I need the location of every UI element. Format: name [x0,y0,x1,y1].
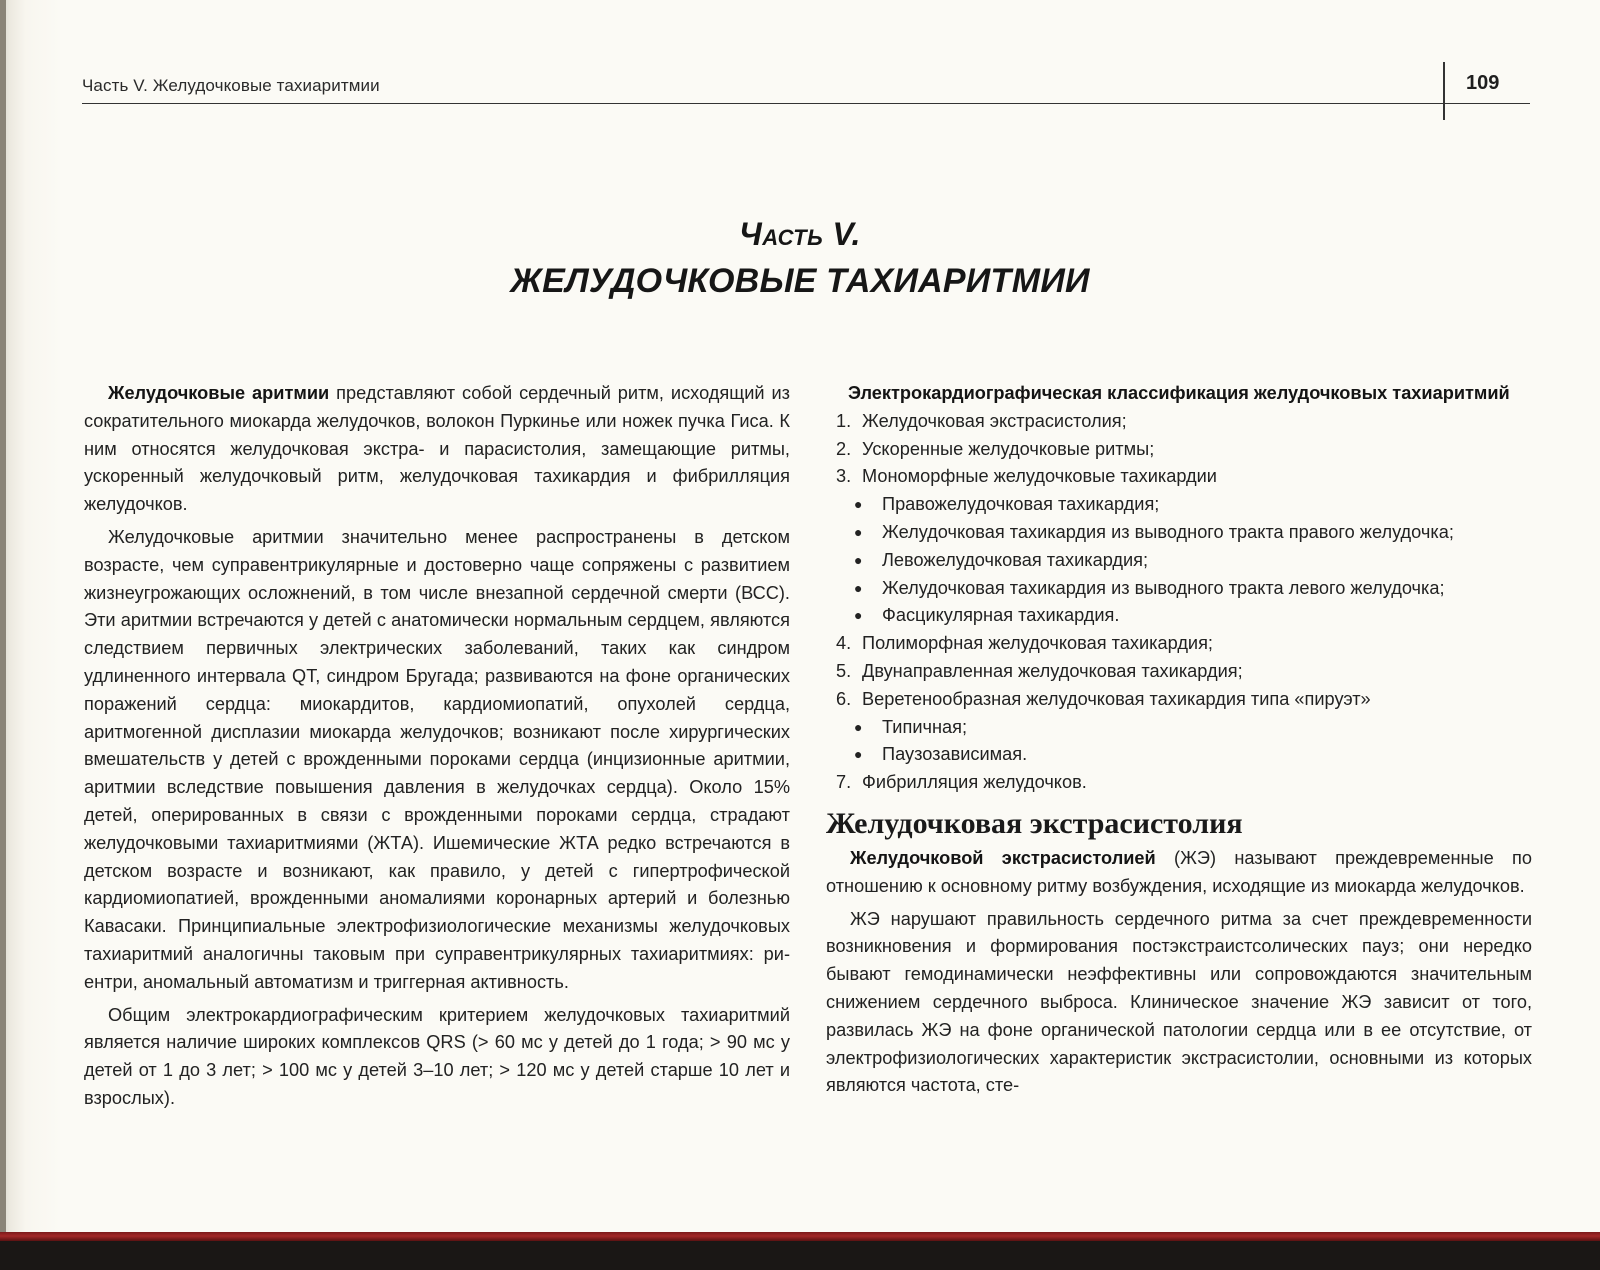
right-column [826,380,1532,1100]
header-rule [82,103,1530,104]
left-column [84,380,790,1113]
classification-subitem [826,547,1532,575]
classification-subitem [826,491,1532,519]
classification-item-number: 1. [836,410,852,431]
bullet-icon: ● [854,579,863,596]
classification-subitem-text: Правожелудочковая тахикардия; [882,494,1160,515]
classification-subitem-text: Фасцикулярная тахикардия. [882,605,1120,626]
classification-list [826,408,1532,797]
classification-item-number: 7. [836,772,852,793]
bullet-icon: ● [854,718,863,735]
classification-item-text: Полиморфная желудочковая тахикардия; [862,633,1213,654]
classification-item-text: Ускоренные желудочковые ритмы; [862,438,1155,459]
bullet-icon: ● [854,607,863,624]
part-title [300,214,1300,304]
classification-item-number: 2. [836,438,852,459]
part-title-number: Часть V. [739,216,861,252]
bullet-icon: ● [854,496,863,513]
classification-subitem [826,519,1532,547]
qrs-criteria-paragraph: Общим электрокардиографическим критерием желудочковых тахиаритмий является наличие широких комплексов QRS (> 60 мс у детей до 1 года; > 90 мс у детей от 1 до 3 лет; > 100 мс у детей 3–10 лет; > 120 мс у детей старше 10 лет и взрослых). [84,1004,790,1108]
intro-text: представляют собой сердечный ритм, исходящий из сократительного миокарда желудочков, волокон Пуркинье или ножек пучка Гиса. К ним относятся желудочковая экстра- и парасистолия, замещающие ритмы, ускоренный желудочковый ритм, желудочковая тахикардия и фибрилляция желудочков. [84,383,790,515]
prevalence-paragraph: Желудочковые аритмии значительно менее распространены в детском возрасте, чем суправентрикулярные и достоверно чаще сопряжены с развитием жизнеугрожающих осложнений, в том числе внезапной сердечной смерти (ВСС). Эти аритмии встречаются у детей с анатомически нормальным сердцем, являются следствием первичных электрических заболеваний, таких как синдром удлиненного интервала QT, синдром Бругада; развиваются на фоне органических поражений сердца: миокардитов, кардиомиопатий, опухолей сердца, аритмогенной дисплазии миокарда желудочков; возникают после хирургических вмешательств у детей с врожденными пороками сердца (инцизионные аритмии, аритмии вследствие повышения давления в желудочках сердца). Около 15% детей, оперированных в связи с врожденными пороками сердца, страдают желудочковыми тахиаритмиями (ЖТА). Ишемические ЖТА редко встречаются в детском возрасте и возникают, как правило, у детей с гипертрофической кардиомиопатией, врожденными аномалиями коронарных артерий и болезнью Кавасаки. Принципиальные электрофизиологические механизмы желудочковых тахиаритмий аналогичны таковым при суправентрикулярных тахиаритмиях: ри-ентри, аномальный автоматизм и триггерная активность. [84,526,790,992]
classification-subitem-text: Левожелудочковая тахикардия; [882,549,1149,570]
bullet-icon: ● [854,746,863,763]
classification-subitem-text: Желудочковая тахикардия из выводного тракта правого желудочка; [882,521,1454,542]
classification-subitem-text: Паузозависимая. [882,744,1028,765]
classification-heading: Электрокардиографическая классификация желудочковых тахиаритмий [848,383,1510,403]
book-binding-edge [0,1232,1600,1241]
classification-item [826,463,1532,491]
classification-subitem-text: Желудочковая тахикардия из выводного тракта левого желудочка; [882,577,1445,598]
classification-subitem-text: Типичная; [882,716,968,737]
bullet-icon: ● [854,551,863,568]
definition-paragraph [826,845,1532,901]
intro-term: Желудочковые аритмии [108,383,330,403]
classification-item-text: Фибрилляция желудочков. [862,772,1087,793]
classification-subitem [826,741,1532,769]
classification-item-text: Веретенообразная желудочковая тахикардия типа «пируэт» [862,688,1371,709]
section-title: Желудочковая экстрасистолия [826,806,1243,840]
classification-item-number: 6. [836,688,852,709]
classification-item-text: Мономорфные желудочковые тахикардии [862,466,1217,487]
classification-item-number: 4. [836,633,852,654]
classification-subitem [826,602,1532,630]
classification-item-text: Желудочковая экстрасистолия; [862,410,1127,431]
definition-term: Желудочковой экстрасистолией [850,847,1156,868]
classification-item-number: 5. [836,660,852,681]
classification-item [826,769,1532,797]
bullet-icon: ● [854,523,863,540]
definition-text: (ЖЭ) называют преждевременные по отношению к основному ритму возбуждения, исходящие из миокарда желудочков. [826,847,1533,896]
classification-item-text: Двунаправленная желудочковая тахикардия; [862,660,1243,681]
classification-item-number: 3. [836,466,852,487]
classification-sublist [826,714,1532,770]
classification-subitem [826,575,1532,603]
page-number: 109 [1466,72,1500,94]
classification-item [826,630,1532,658]
classification-item [826,436,1532,464]
running-header: Часть V. Желудочковые тахиаритмии [82,76,380,95]
header-vertical-rule [1443,62,1445,120]
classification-item [826,686,1532,714]
part-title-name: ЖЕЛУДОЧКОВЫЕ ТАХИАРИТМИИ [510,262,1090,300]
classification-subitem [826,714,1532,742]
page-spine-shadow [0,0,6,1232]
classification-item [826,408,1532,436]
classification-sublist [826,491,1532,630]
clinical-paragraph: ЖЭ нарушают правильность сердечного ритма за счет преждевременности возникновения и формирования постэкстраистсолических пауз; они нередко бывают гемодинамически неэффективны или сопровождаются значительным снижением сердечного выброса. Клиническое значение ЖЭ зависит от того, развилась ЖЭ на фоне органической патологии сердца или в ее отсутствие, от электрофизиологических характеристик экстрасистолии, основными из которых являются частота, сте- [826,908,1532,1096]
classification-item [826,658,1532,686]
intro-paragraph [84,380,790,519]
